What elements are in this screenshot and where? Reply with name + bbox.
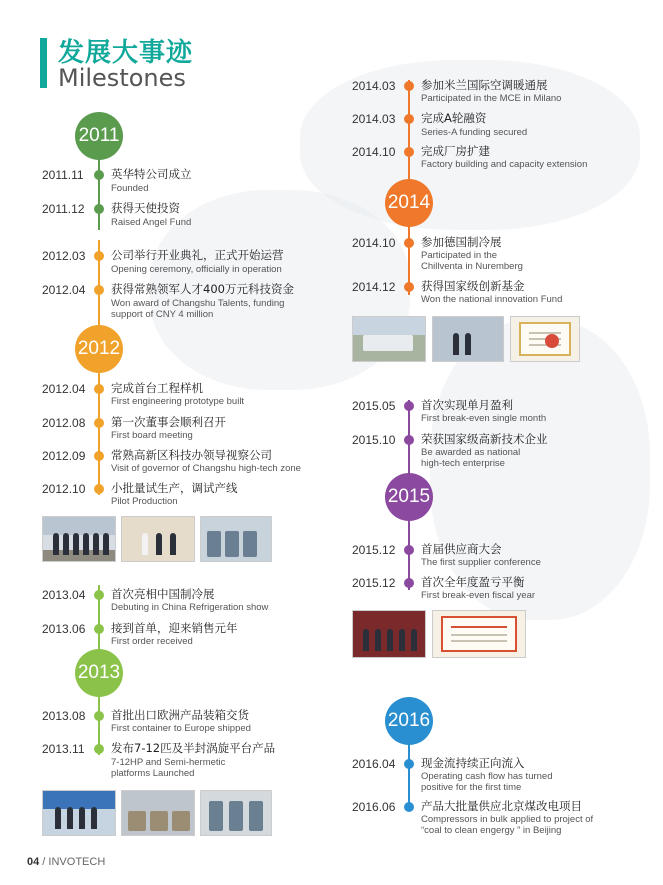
event-dot [94, 204, 104, 214]
event-date: 2014.10 [352, 145, 396, 159]
event-title-zh: 首次全年度盈亏平衡 [421, 575, 525, 589]
event-title-en: Won award of Changshu Talents, funding support of CNY 4 million [111, 298, 285, 320]
title-accent-bar [40, 38, 47, 88]
event-title-zh: 获得国家级创新基金 [421, 279, 525, 293]
event-title-zh: 常熟高新区科技办领导视察公司 [111, 448, 272, 462]
event-date: 2013.06 [42, 622, 86, 636]
event-dot [404, 802, 414, 812]
event-dot [404, 759, 414, 769]
event-dot [404, 81, 414, 91]
event-dot [94, 384, 104, 394]
event-title-en: Raised Angel Fund [111, 217, 192, 228]
event-title-en: First order received [111, 636, 193, 647]
event-dot [404, 147, 414, 157]
event-date: 2015.12 [352, 543, 396, 557]
page-footer: 04 / INVOTECH [27, 856, 106, 868]
event-dot [404, 545, 414, 555]
footer-brand: INVOTECH [48, 856, 106, 868]
event-date: 2014.03 [352, 79, 396, 93]
event-title-en: Participated in the Chillventa in Nuremberg [421, 250, 523, 272]
event-dot [404, 282, 414, 292]
event-title-en: Participated in the MCE in Milano [421, 93, 562, 104]
event-title-en: Be awarded as national high-tech enterprise [421, 447, 521, 469]
event-title-zh: 接到首单，迎来销售元年 [111, 621, 238, 635]
year-badge-2013: 2013 [75, 649, 123, 697]
photo-2015-conference [352, 610, 426, 658]
page-title-chinese: 发展大事迹 [58, 38, 194, 68]
event-title-zh: 小批量试生产，调试产线 [111, 481, 238, 495]
event-dot [94, 418, 104, 428]
event-dot [94, 170, 104, 180]
event-dot [94, 624, 104, 634]
event-date: 2014.03 [352, 112, 396, 126]
event-title-zh: 获得常熟领军人才400万元科技资金 [111, 282, 294, 296]
event-date: 2014.12 [352, 280, 396, 294]
event-title-zh: 发布7-12匹及半封涡旋平台产品 [111, 741, 276, 755]
event-title-zh: 英华特公司成立 [111, 167, 192, 181]
event-title-zh: 完成首台工程样机 [111, 381, 203, 395]
event-title-en: Founded [111, 183, 149, 194]
event-date: 2012.08 [42, 416, 86, 430]
year-badge-2014: 2014 [385, 179, 433, 227]
event-title-zh: 完成A轮融资 [421, 111, 487, 125]
event-title-zh: 荣获国家级高新技术企业 [421, 432, 548, 446]
photo-2013-shipping [121, 790, 195, 836]
event-dot [404, 578, 414, 588]
event-title-en: Debuting in China Refrigeration show [111, 602, 269, 613]
photo-2012-group [42, 516, 116, 562]
event-title-en: Series-A funding secured [421, 127, 528, 138]
event-title-en: First board meeting [111, 430, 193, 441]
event-dot [94, 285, 104, 295]
event-date: 2011.11 [42, 168, 84, 182]
event-title-zh: 现金流持续正向流入 [421, 756, 525, 770]
photo-2013-products [200, 790, 272, 836]
year-badge-2011: 2011 [75, 112, 123, 160]
photo-2012-production [200, 516, 272, 562]
event-title-zh: 首届供应商大会 [421, 542, 502, 556]
event-dot [94, 251, 104, 261]
photo-2015-certificate [432, 610, 526, 658]
event-date: 2015.10 [352, 433, 396, 447]
event-title-en: First container to Europe shipped [111, 723, 251, 734]
photo-2013-exhibition [42, 790, 116, 836]
event-date: 2011.12 [42, 202, 85, 216]
event-title-zh: 首次亮相中国制冷展 [111, 587, 215, 601]
event-dot [404, 435, 414, 445]
event-title-en: Pilot Production [111, 496, 178, 507]
event-date: 2016.04 [352, 757, 396, 771]
event-date: 2012.10 [42, 482, 86, 496]
event-title-en: First engineering prototype built [111, 396, 245, 407]
event-date: 2013.11 [42, 742, 85, 756]
page-title-english: Milestones [58, 64, 186, 92]
event-title-en: First break-even fiscal year [421, 590, 536, 601]
event-title-zh: 获得天使投资 [111, 201, 180, 215]
photo-2014-certificate [510, 316, 580, 362]
event-date: 2012.04 [42, 382, 86, 396]
event-title-zh: 第一次董事会顺利召开 [111, 415, 226, 429]
event-title-en: Compressors in bulk applied to project of “coal to clean engergy ” in Beijing [421, 814, 594, 836]
event-title-en: 7-12HP and Semi-hermetic platforms Launched [111, 757, 226, 779]
event-date: 2016.06 [352, 800, 396, 814]
event-date: 2012.03 [42, 249, 86, 263]
year-badge-2015: 2015 [385, 473, 433, 521]
event-title-en: The first supplier conference [421, 557, 541, 568]
event-dot [94, 711, 104, 721]
event-title-zh: 参加米兰国际空调暖通展 [421, 78, 548, 92]
event-dot [94, 451, 104, 461]
page-number: 04 [27, 856, 40, 868]
event-date: 2013.04 [42, 588, 86, 602]
event-date: 2012.09 [42, 449, 86, 463]
event-title-en: Won the national innovation Fund [421, 294, 563, 305]
photo-2012-meeting [121, 516, 195, 562]
event-title-zh: 产品大批量供应北京煤改电项目 [421, 799, 582, 813]
event-title-en: Factory building and capacity extension [421, 159, 588, 170]
event-title-en: Visit of governor of Changshu high-tech zone [111, 463, 301, 474]
event-title-en: Opening ceremony, officially in operation [111, 264, 282, 275]
event-dot [404, 238, 414, 248]
photo-2014-exhibition [432, 316, 504, 362]
event-date: 2012.04 [42, 283, 86, 297]
event-title-en: First break-even single month [421, 413, 547, 424]
event-title-zh: 首次实现单月盈利 [421, 398, 513, 412]
event-date: 2015.12 [352, 576, 396, 590]
event-date: 2015.05 [352, 399, 396, 413]
event-title-zh: 公司举行开业典礼，正式开始运营 [111, 248, 284, 262]
event-title-zh: 参加德国制冷展 [421, 235, 502, 249]
event-date: 2014.10 [352, 236, 396, 250]
year-badge-2012: 2012 [75, 325, 123, 373]
event-date: 2013.08 [42, 709, 86, 723]
event-dot [94, 484, 104, 494]
event-dot [94, 744, 104, 754]
photo-2014-factory [352, 316, 426, 362]
event-dot [404, 401, 414, 411]
event-dot [94, 590, 104, 600]
event-dot [404, 114, 414, 124]
event-title-en: Operating cash flow has turned positive for the first time [421, 771, 553, 793]
event-title-zh: 完成厂房扩建 [421, 144, 490, 158]
year-badge-2016: 2016 [385, 697, 433, 745]
timeline-line-2011 [98, 150, 100, 230]
event-title-zh: 首批出口欧洲产品装箱交货 [111, 708, 249, 722]
